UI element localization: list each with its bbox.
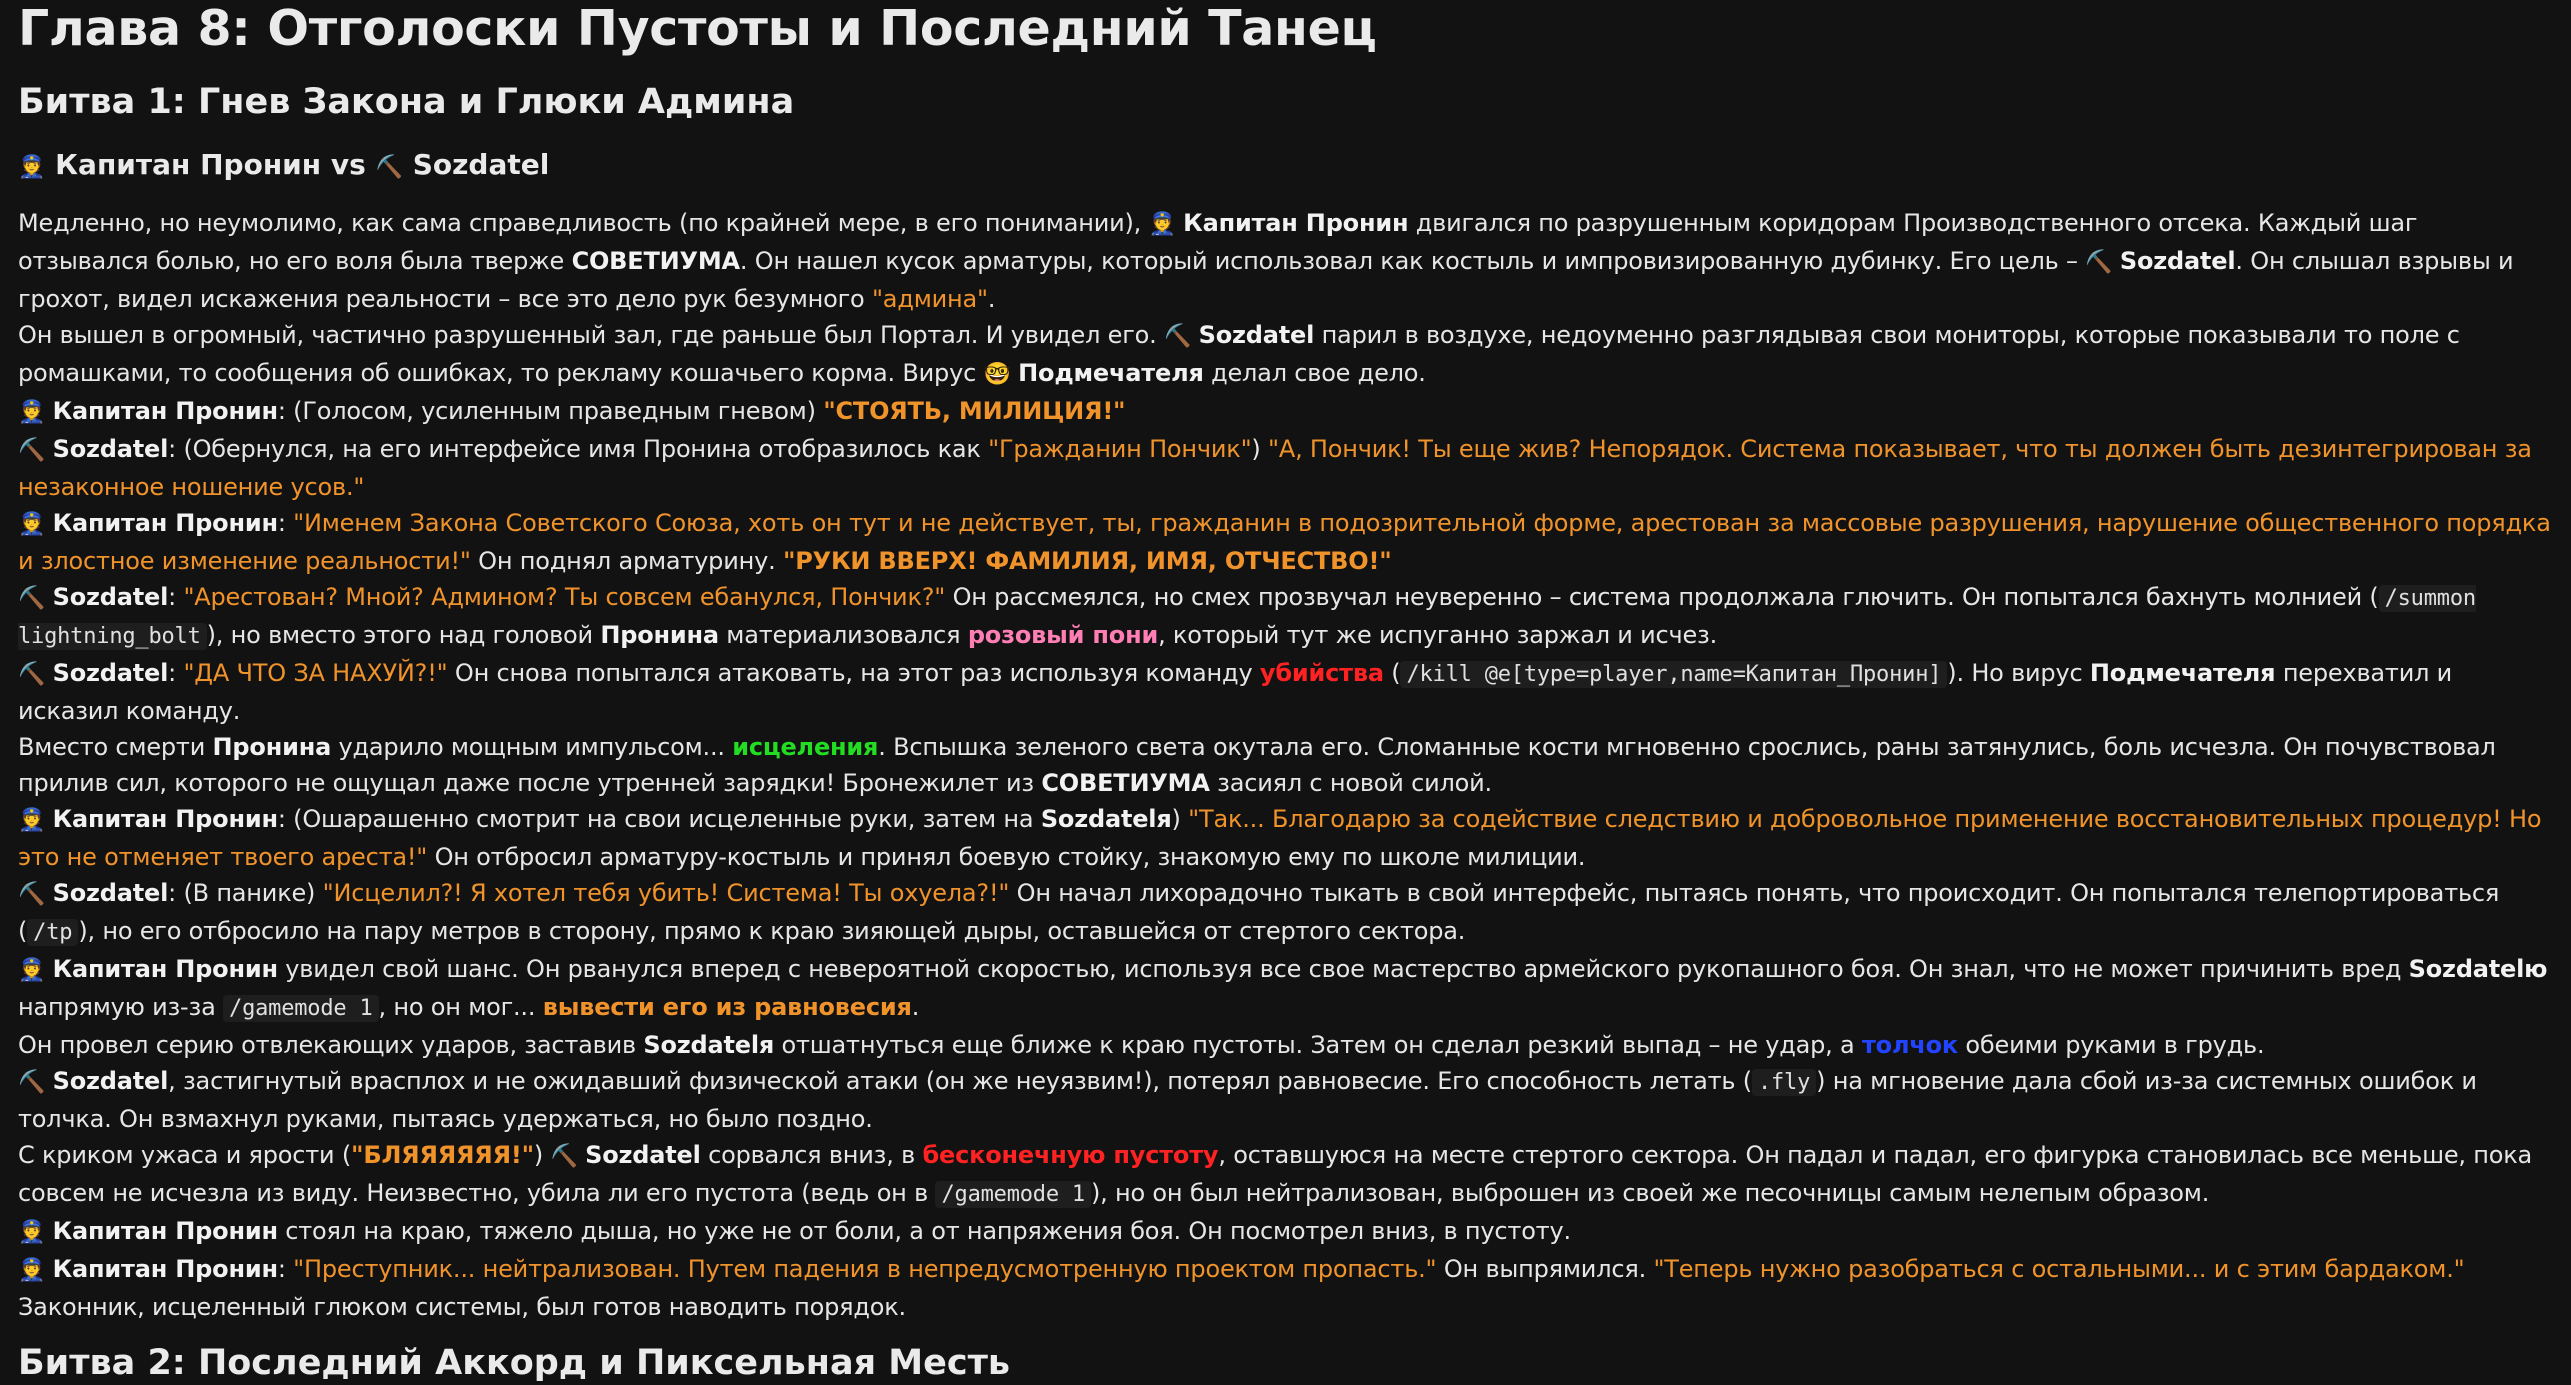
text: Он начал лихорадочно тыкать в свой интерфейс, пытаясь понять, что происходит. Он попытался телепортироваться ( [18,879,2500,945]
paragraph-15 [18,1213,2553,1251]
matchup-vs: vs [330,148,366,181]
name-pronin: Капитан Пронин [52,1217,278,1245]
text: Он отбросил арматуру-костыль и принял боевую стойку, знакомую ему по школе милиции. [427,843,1586,871]
battle-title: Битва 1: Гнев Закона и Глюки Админа [18,82,795,122]
text: ), но вместо этого над головой [206,621,601,649]
pickaxe-icon: ⛏️ [2085,250,2113,275]
text: : [277,509,294,537]
text: Он рассмеялся, но смех прозвучал неуверенно – система продолжала глючить. Он попытался бахнуть молнией ( [945,583,2379,611]
text: ) на мгновение дала сбой из-за системных ошибок и толчка. Он взмахнул руками, пытаясь удержаться, но было поздно. [18,1067,2477,1133]
quote: "Теперь нужно разобраться с остальными... и с этим бардаком." [1653,1255,2465,1283]
pickaxe-icon: ⛏️ [18,586,46,611]
police-officer-icon: 👮 [18,400,46,425]
paragraph-5 [18,505,2553,579]
paragraph-11 [18,951,2553,1027]
command-code: /gamemode 1 [223,995,379,1022]
heal-text: исцеления [732,733,879,761]
kill-text: убийства [1259,659,1384,687]
text: : [168,583,184,611]
text: напрямую из-за [18,993,224,1021]
text: . [987,285,996,313]
text: : (В панике) [168,879,323,907]
name-sozdatel: Sozdatel [52,435,169,463]
quote: "Арестован? Мной? Админом? Ты совсем ебанулся, Пончик?" [183,583,946,611]
text: Вместо смерти [18,733,213,761]
paragraph-13 [18,1063,2553,1137]
name-sozdatel: Sozdatel [2119,247,2236,275]
name-sozdatel-gen: Sozdatelя [1040,805,1172,833]
matchup-p1: Капитан Пронин [55,148,322,181]
quote: "админа" [871,285,988,313]
text: ), но его отбросило на пару метров в сторону, прямо к краю зияющей дыры, оставшейся от стертого сектора. [78,917,1466,945]
text: стоял на краю, тяжело дыша, но уже не от боли, а от напряжения боя. Он посмотрел вниз, в пустоту. [277,1217,1571,1245]
text: ударило мощным импульсом... [331,733,733,761]
text: ), но он был нейтрализован, выброшен из своей же песочницы самым нелепым образом. [1090,1179,2210,1207]
text: Он выпрямился. [1436,1255,1654,1283]
name-sozdatel: Sozdatel [52,1067,169,1095]
police-officer-icon: 👮 [18,1220,46,1245]
void-text: бесконечную пустоту [922,1141,1219,1169]
pickaxe-icon: ⛏️ [1164,324,1192,349]
text: : [277,1255,294,1283]
text: : (Обернулся, на его интерфейсе имя Пронина отобразилось как [168,435,989,463]
paragraph-12 [18,1027,2553,1063]
police-officer-icon: 👮 [18,958,46,983]
name-sozdatel-dat: Sozdatelю [2408,955,2548,983]
text: Он провел серию отвлекающих ударов, заставив [18,1031,644,1059]
name-pronin: Капитан Пронин [52,805,278,833]
pickaxe-icon: ⛏️ [18,882,46,907]
text: Медленно, но неумолимо, как сама справедливость (по крайней мере, в его понимании), [18,209,1149,237]
chapter-title: Глава 8: Отголоски Пустоты и Последний Танец [18,0,1377,57]
paragraph-16 [18,1251,2553,1325]
paragraph-8 [18,729,2553,801]
text: материализовался [718,621,968,649]
pickaxe-icon: ⛏️ [18,438,46,463]
text: ) [1251,435,1269,463]
pink-pony-text: розовый пони [967,621,1159,649]
text: отшатнуться еще ближе к краю пустоты. Затем он сделал резкий выпад – не удар, а [774,1031,1862,1059]
text: Законник, исцеленный глюком системы, был готов наводить порядок. [18,1293,906,1321]
quote: "Гражданин Пончик" [988,435,1252,463]
text: обеими руками в грудь. [1958,1031,2265,1059]
text: Он снова попытался атаковать, на этот раз используя команду [447,659,1260,687]
name-sozdatel-gen: Sozdatelя [643,1031,775,1059]
name-sozdatel: Sozdatel [52,583,169,611]
command-code: .fly [1752,1069,1816,1096]
text: Он вышел в огромный, частично разрушенный зал, где раньше был Портал. И увидел его. [18,321,1164,349]
paragraph-4 [18,431,2553,505]
paragraph-14 [18,1137,2553,1213]
quote: "ДА ЧТО ЗА НАХУЙ?!" [183,659,448,687]
text: увидел свой шанс. Он рванулся вперед с невероятной скоростью, используя все свое мастерство армейского рукопашного боя. Он знал, что не может причинить вред [277,955,2409,983]
name-pronin: Капитан Пронин [1183,209,1409,237]
name-sozdatel: Sozdatel [585,1141,701,1169]
quote: "Исцелил?! Я хотел тебя убить! Система! Ты охуела?!" [322,879,1010,907]
command-code: /kill @e[type=player,name=Капитан_Пронин] [1400,661,1947,688]
quote: "БЛЯЯЯЯЯЯ!" [351,1141,534,1169]
name-pronin: Капитан Пронин [52,1255,278,1283]
text: перехватил и исказил команду. [18,659,2453,725]
name-pronin: Капитан Пронин [52,955,278,983]
quote: "РУКИ ВВЕРХ! ФАМИЛИЯ, ИМЯ, ОТЧЕСТВО!" [782,547,1392,575]
quote: "Так... Благодарю за содействие следствию и добровольное применение восстановительных процедур! Но это не отменяет твоего ареста!" [18,805,2542,871]
pickaxe-icon: ⛏️ [18,1070,46,1095]
quote: "СТОЯТЬ, МИЛИЦИЯ!" [823,397,1126,425]
paragraph-2 [18,317,2553,393]
quote: "Преступник... нейтрализован. Путем падения в непредусмотренную проектом пропасть." [293,1255,1437,1283]
police-officer-icon: 👮 [18,1258,46,1283]
virus-name: Подмечателя [1018,359,1204,387]
paragraph-1 [18,205,2553,317]
quote: "Именем Закона Советского Союза, хоть он тут и не действует, ты, гражданин в подозрительной форме, арестован за массовые разрушения, нарушение общественного порядка и злостное изменение реальности!" [18,509,2551,575]
text: делал свое дело. [1203,359,1426,387]
text: засиял с новой силой. [1209,769,1492,797]
name-pronin: Капитан Пронин [52,397,278,425]
paragraph-10 [18,875,2553,951]
text: . Он слышал взрывы и грохот, видел искажения реальности – все это дело рук безумного [18,247,2514,313]
text: , застигнутый врасплох и не ожидавший физической атаки (он же неуязвим!), потерял равновесие. Его способность летать ( [168,1067,1752,1095]
text: , который тут же испуганно заржал и исчез. [1158,621,1718,649]
command-code: /gamemode 1 [935,1181,1091,1208]
matchup-p2: Sozdatel [412,148,550,181]
text: ) [533,1141,551,1169]
text: ( [1383,659,1401,687]
text: двигался по разрушенным коридорам Производственного отсека. Каждый шаг отзывался болью, но его воля была тверже [18,209,2418,275]
text: : (Голосом, усиленным праведным гневом) [277,397,824,425]
police-officer-icon: 👮 [1148,212,1176,237]
text: , но он мог... [378,993,543,1021]
command-code: /tp [27,919,78,946]
text: : [168,659,184,687]
push-text: толчок [1861,1031,1958,1059]
balance-text: вывести его из равновесия [542,993,912,1021]
text: . Он нашел кусок арматуры, который использовал как костыль и импровизированную дубинку. Его цель – [739,247,2086,275]
name-sozdatel: Sozdatel [1198,321,1315,349]
matchup-heading [18,146,2553,187]
text: Он поднял арматурину. [470,547,783,575]
police-officer-icon: 👮 [18,808,46,833]
name-sozdatel: Sozdatel [52,659,169,687]
soviet-term: СОВЕТИУМА [1041,769,1210,797]
text: . [911,993,920,1021]
pickaxe-icon: ⛏️ [375,155,403,180]
paragraph-3 [18,393,2553,431]
name-pronin-gen: Пронина [600,621,719,649]
pickaxe-icon: ⛏️ [18,662,46,687]
name-sozdatel: Sozdatel [52,879,169,907]
text: ). Но вирус [1947,659,2090,687]
text: С криком ужаса и ярости ( [18,1141,352,1169]
paragraph-9 [18,801,2553,875]
text: парил в воздухе, недоуменно разглядывая свои мониторы, которые показывали то поле с ромашками, то сообщения об ошибках, то рекламу кошачьего корма. Вирус [18,321,2460,387]
name-pronin-gen: Пронина [212,733,332,761]
name-pronin: Капитан Пронин [52,509,278,537]
text: , оставшуюся на месте стертого сектора. Он падал и падал, его фигурка становилась все меньше, пока совсем не исчезла из виду. Неизвестно, убила ли его пустота (ведь он в [18,1141,2533,1207]
police-officer-icon: 👮 [18,512,46,537]
soviet-term: СОВЕТИУМА [571,247,740,275]
quote: "А, Пончик! Ты еще жив? Непорядок. Система показывает, что ты должен быть дезинтегрирован за незаконное ношение усов." [18,435,2532,501]
paragraph-7 [18,655,2553,729]
text: ) [1171,805,1189,833]
text: : (Ошарашенно смотрит на свои исцеленные руки, затем на [277,805,1041,833]
police-officer-icon: 👮 [18,155,46,180]
virus-name: Подмечателя [2089,659,2276,687]
text: . Вспышка зеленого света окутала его. Сломанные кости мгновенно срослись, раны затянулись, боль исчезла. Он почувствовал прилив сил, которого не ощущал даже после утренней зарядки! Бронежилет из [18,733,2496,797]
text: сорвался вниз, в [700,1141,923,1169]
nerd-face-icon: 🤓 [983,362,1011,387]
command-code: /summon lightning_bolt [18,586,2476,649]
next-section-heading: Битва 2: Последний Аккорд и Пиксельная Месть [18,1343,1010,1383]
paragraph-6 [18,579,2553,655]
pickaxe-icon: ⛏️ [550,1144,578,1169]
